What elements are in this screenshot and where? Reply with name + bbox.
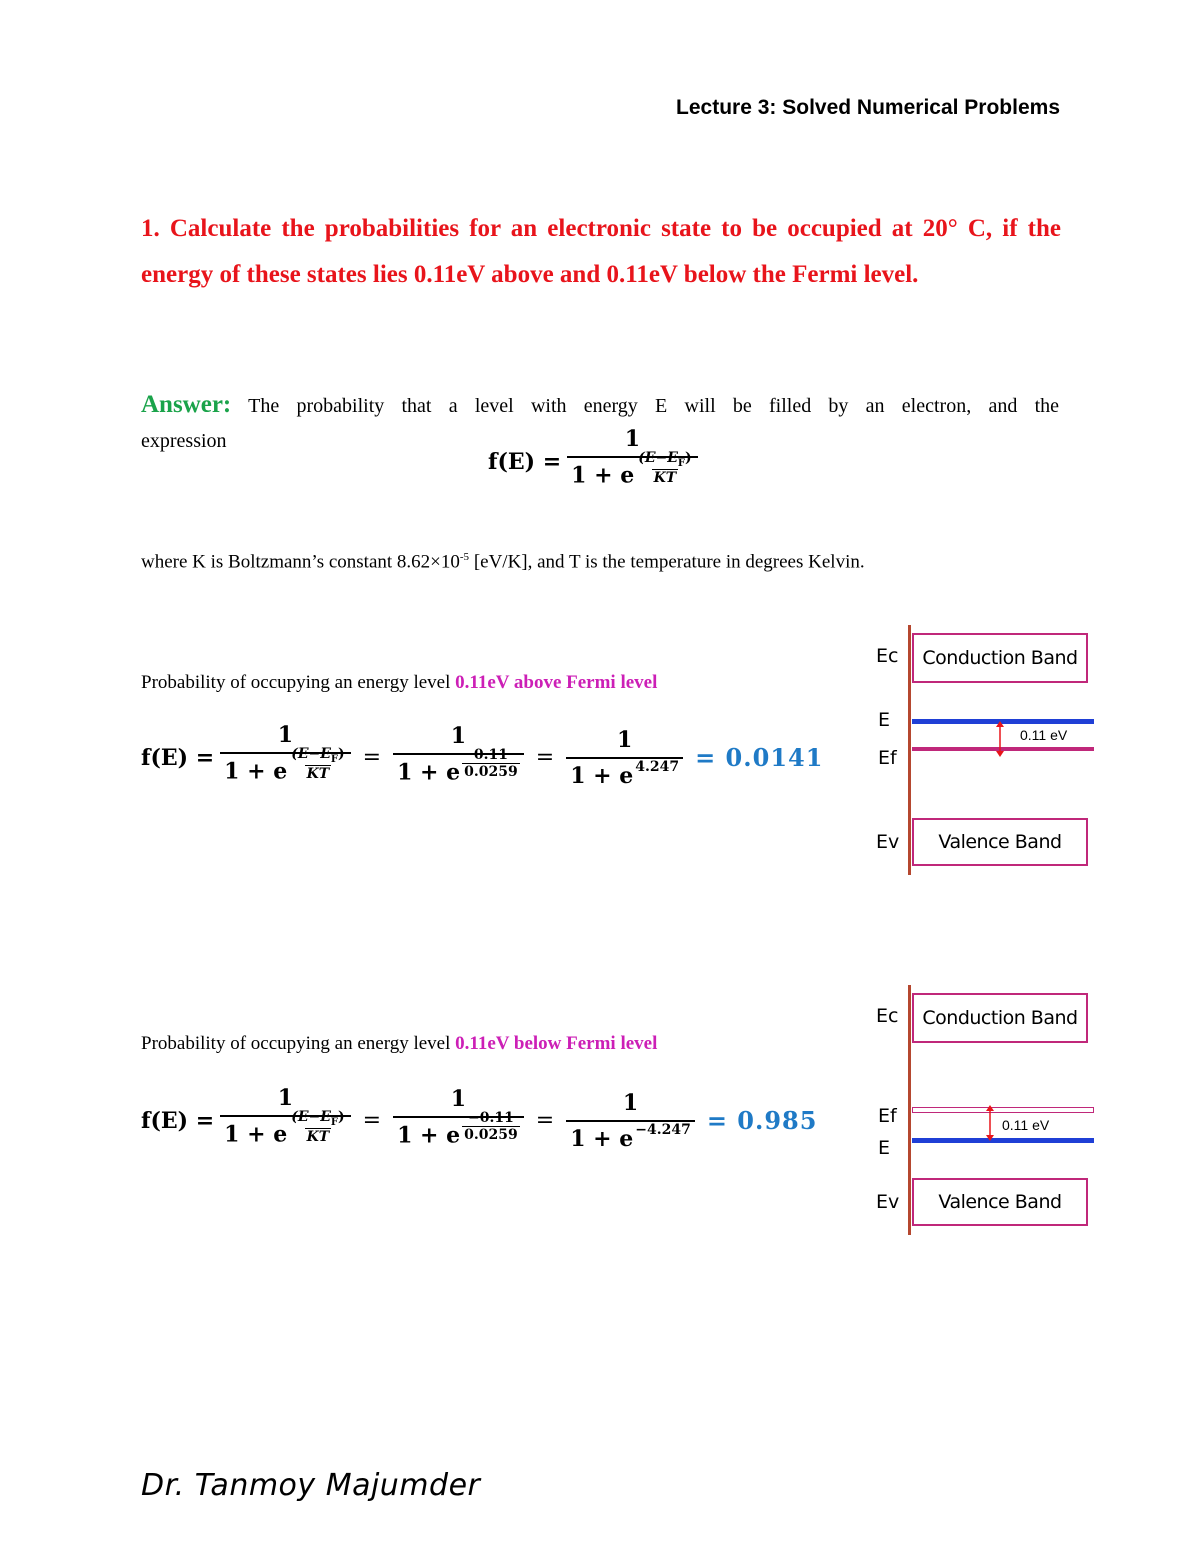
page-header: Lecture 3: Solved Numerical Problems [676, 96, 1060, 119]
above-lhs: f(E) = [141, 744, 215, 771]
below-den-base-3: 1 + e [570, 1125, 634, 1152]
author-signature: Dr. Tanmoy Majumder [141, 1468, 481, 1503]
above-den-base-3: 1 + e [570, 762, 634, 789]
below-exp-1-den: KT [306, 1128, 330, 1145]
above-frac-1 [220, 722, 351, 794]
gap-arrow-icon [984, 1105, 996, 1143]
below-prefix: Probability of occupying an energy level [141, 1033, 456, 1054]
where-sup: -5 [459, 551, 470, 563]
ef-label: Ef [878, 747, 897, 769]
formula-exp-sub: F [677, 457, 686, 469]
below-exp-1-close: ) [338, 1109, 345, 1125]
below-frac-3-num: 1 [622, 1089, 639, 1116]
answer-label: Answer: [141, 391, 232, 418]
above-eq-1: = [362, 745, 382, 771]
boltzmann-note [141, 551, 865, 573]
expression-word: expression [141, 430, 227, 452]
formula-exp-num: (E−E [638, 450, 678, 466]
above-eq-2: = [535, 745, 555, 771]
formula-exp-den: KT [653, 469, 677, 486]
band-diagram-above [872, 625, 1132, 885]
below-frac-1-den [220, 1109, 351, 1157]
e-label: E [878, 1137, 891, 1159]
above-prefix: Probability of occupying an energy level [141, 672, 456, 693]
ec-label: Ec [876, 645, 899, 667]
above-heading [141, 672, 657, 694]
above-exp-2-num: 0.11 [473, 747, 508, 764]
below-frac-3-den [566, 1120, 695, 1152]
below-exp-2-den: 0.0259 [464, 1127, 518, 1144]
formula-numerator: 1 [624, 426, 641, 452]
above-exp-1-sub: F [330, 753, 339, 765]
above-frac-2 [393, 723, 524, 792]
gap-value: 0.11 eV [1002, 1117, 1050, 1133]
conduction-band: Conduction Band [912, 993, 1088, 1043]
below-frac-1-num: 1 [277, 1085, 294, 1111]
above-den-base-1: 1 + e [224, 758, 288, 785]
ev-label: Ev [876, 831, 900, 853]
below-highlight: 0.11eV below Fermi level [455, 1033, 658, 1054]
gap-arrow-icon [994, 721, 1006, 759]
energy-axis [908, 985, 911, 1235]
below-exp-1-sub: F [330, 1116, 339, 1128]
below-frac-3 [566, 1090, 695, 1152]
below-frac-2-den [393, 1110, 524, 1155]
above-frac-3 [566, 727, 683, 789]
above-frac-3-num: 1 [616, 726, 633, 753]
below-heading [141, 1033, 657, 1055]
below-den-base-1: 1 + e [224, 1121, 288, 1148]
below-exp-2-num: −0.11 [468, 1110, 514, 1127]
formula-denominator [567, 450, 698, 498]
formula-den-base: 1 + e [571, 462, 635, 489]
above-highlight: 0.11eV above Fermi level [455, 672, 658, 693]
energy-level-line [912, 1138, 1094, 1143]
gap-value: 0.11 eV [1020, 727, 1068, 743]
below-frac-1 [220, 1085, 351, 1157]
formula-exp-close: ) [685, 450, 692, 466]
below-frac-2 [393, 1086, 524, 1155]
above-calculation [141, 722, 823, 794]
above-den-base-2: 1 + e [397, 759, 461, 786]
formula-exponent [636, 450, 693, 486]
above-exp-2 [462, 747, 520, 780]
ef-label: Ef [878, 1105, 897, 1127]
e-label: E [878, 709, 891, 731]
above-frac-2-num: 1 [450, 723, 467, 750]
formula-lhs: f(E) = [488, 448, 562, 475]
where-suffix: [eV/K], and T is the temperature in degrees Kelvin. [469, 551, 865, 573]
energy-axis [908, 625, 911, 875]
below-exp-1 [289, 1109, 346, 1145]
answer-line [141, 384, 1059, 427]
ev-label: Ev [876, 1191, 900, 1213]
below-exp-1-num: (E−E [291, 1109, 331, 1125]
fermi-level-line [912, 1107, 1094, 1113]
below-result: = 0.985 [706, 1106, 818, 1136]
above-frac-2-den [393, 747, 524, 792]
below-eq-1: = [362, 1108, 382, 1134]
question-text: 1. Calculate the probabilities for an electronic state to be occupied at 20° C, if the energy of these states lies 0.11eV above and 0.11eV below the Fermi level. [141, 215, 1061, 288]
above-exp-2-den: 0.0259 [464, 764, 518, 781]
above-frac-1-num: 1 [277, 722, 294, 748]
above-frac-1-den [220, 746, 351, 794]
below-lhs: f(E) = [141, 1107, 215, 1134]
valence-band: Valence Band [912, 818, 1088, 866]
fermi-dirac-formula [488, 426, 704, 498]
below-exp-2 [462, 1110, 520, 1143]
valence-band: Valence Band [912, 1178, 1088, 1226]
above-frac-3-den [566, 757, 683, 789]
above-exp-1-close: ) [338, 746, 345, 762]
above-exp-1-num: (E−E [291, 746, 331, 762]
below-exp-3: −4.247 [635, 1121, 691, 1138]
where-prefix: where K is Boltzmann’s constant 8.62×10 [141, 551, 460, 573]
conduction-band: Conduction Band [912, 633, 1088, 683]
below-calculation [141, 1085, 817, 1157]
above-exp-1-den: KT [306, 765, 330, 782]
below-frac-2-num: 1 [450, 1086, 467, 1113]
answer-text: The probability that a level with energy E will be filled by an electron, and the [248, 395, 1059, 417]
band-diagram-below [872, 985, 1132, 1245]
below-den-base-2: 1 + e [397, 1122, 461, 1149]
ec-label: Ec [876, 1005, 899, 1027]
below-eq-2: = [535, 1108, 555, 1134]
formula-fraction [567, 426, 698, 498]
above-result: = 0.0141 [695, 743, 824, 773]
above-exp-1 [289, 746, 346, 782]
above-exp-3: 4.247 [635, 758, 680, 775]
